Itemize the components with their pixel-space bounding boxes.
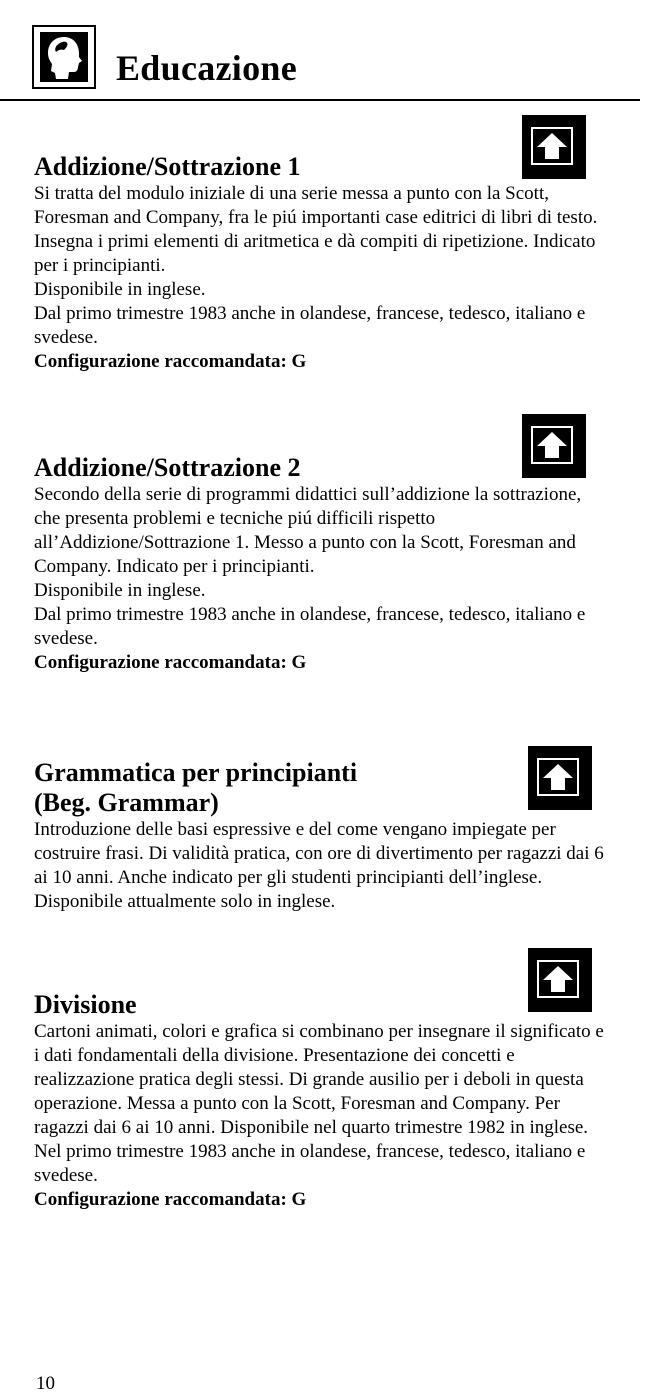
section-body: Introduzione delle basi espressive e del come vengano impiegate per costruire frasi. Di validità pratica, con ore di divertimento per ragazzi dai 6 ai 10 anni. Anche indicato per gli studenti principianti dell’inglese. [34, 819, 604, 888]
section-divisione [34, 990, 604, 1212]
section-availability: Disponibile attualmente solo in inglese. [34, 891, 336, 912]
section-title: Divisione [34, 990, 137, 1019]
section-addizione-sottrazione-1 [34, 152, 604, 374]
page-title: Educazione [116, 48, 298, 88]
section-availability: Disponibile in inglese. [34, 580, 206, 601]
section-addizione-sottrazione-2 [34, 453, 604, 675]
page-header [0, 0, 647, 104]
section-body: Cartoni animati, colori e grafica si combinano per insegnare il significato e i dati fondamentali della divisione. Presentazione dei concetti e realizzazione pratica degli stessi. Di grande ausilio per i deboli in questa operazione. Messa a punto con la Scott, Foresman and Company. Per ragazzi dai 6 ai 10 anni. Disponibile nel quarto trimestre 1982 in inglese. [34, 1021, 604, 1138]
head-silhouette-icon [32, 25, 96, 89]
section-title: Addizione/Sottrazione 1 [34, 152, 301, 181]
page-number: 10 [36, 1373, 55, 1394]
section-languages: Dal primo trimestre 1983 anche in olandese, francese, tedesco, italiano e svedese. [34, 303, 586, 348]
section-languages: Dal primo trimestre 1983 anche in olandese, francese, tedesco, italiano e svedese. [34, 604, 586, 649]
section-body: Secondo della serie di programmi didattici sull’addizione la sottrazione, che presenta problemi e tecniche piú difficili rispetto all’Addizione/Sottrazione 1. Messo a punto con la Scott, Foresman and Company. Indicato per i principianti. [34, 484, 582, 577]
section-languages: Nel primo trimestre 1983 anche in olandese, francese, tedesco, italiano e svedese. [34, 1141, 586, 1186]
section-availability: Disponibile in inglese. [34, 279, 206, 300]
section-config: Configurazione raccomandata: G [34, 1189, 307, 1210]
section-title: Grammatica per principianti [34, 758, 358, 787]
header-divider [0, 99, 640, 101]
section-grammatica [34, 758, 604, 914]
section-subtitle: (Beg. Grammar) [34, 788, 219, 817]
section-title: Addizione/Sottrazione 2 [34, 453, 301, 482]
section-config: Configurazione raccomandata: G [34, 652, 307, 673]
section-config: Configurazione raccomandata: G [34, 351, 307, 372]
section-body: Si tratta del modulo iniziale di una serie messa a punto con la Scott, Foresman and Company, fra le piú importanti case editrici di libri di testo. Insegna i primi elementi di aritmetica e dà compiti di ripetizione. Indicato per i principianti. [34, 183, 598, 276]
